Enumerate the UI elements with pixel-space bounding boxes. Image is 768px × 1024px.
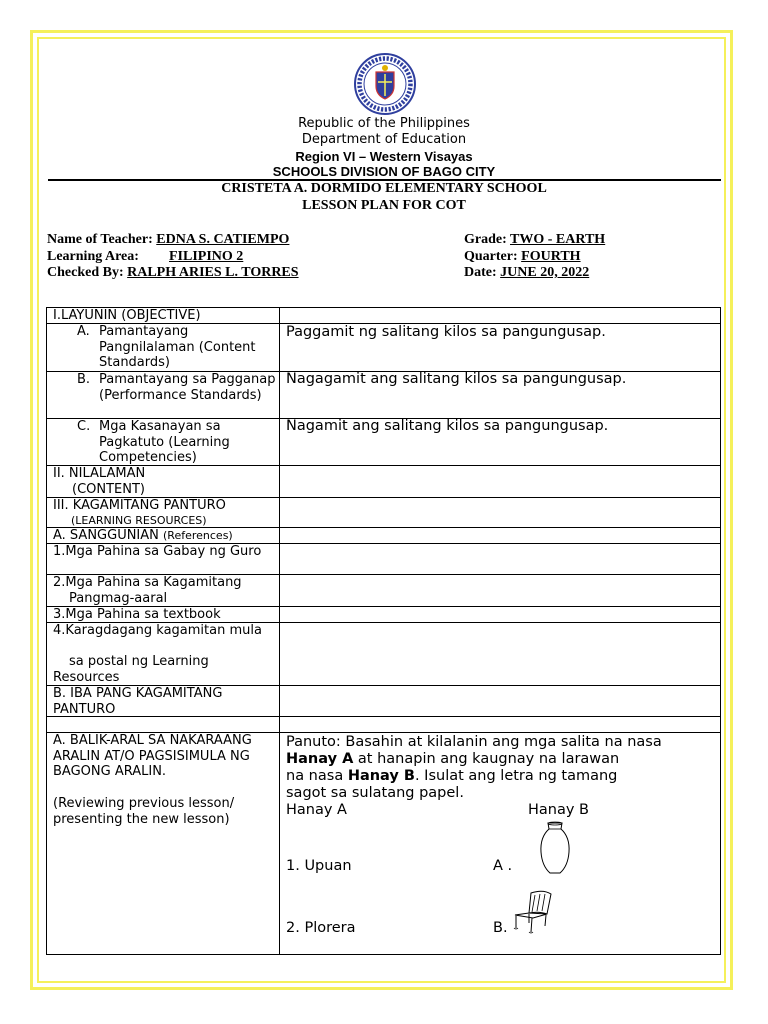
panuto-line-2-text: at hanapin ang kaugnay na larawan — [353, 751, 620, 767]
gabay-guro-row: 1.Mga Pahina sa Gabay ng Guro — [53, 544, 262, 559]
karagdagang-row: 4.Karagdagang kagamitan mula — [53, 623, 262, 638]
performance-standards-value: Nagagamit ang salitang kilos sa pangungusap. — [286, 371, 627, 387]
textbook-row: 3.Mga Pahina sa textbook — [53, 607, 221, 622]
karagdagang-row-cont: sa postal ng Learning Resources — [53, 654, 209, 685]
balik-aral-english: (Reviewing previous lesson/ presenting the new lesson) — [53, 796, 235, 827]
item-1: 1. Upuan — [286, 858, 352, 874]
hanay-b-bold: Hanay B — [347, 768, 415, 784]
grade-row — [464, 232, 605, 248]
document-title: LESSON PLAN FOR COT — [302, 198, 466, 213]
division-line: SCHOOLS DIVISION OF BAGO CITY — [272, 164, 496, 179]
panuto-line-1: Panuto: Basahin at kilalanin ang mga salita na nasa — [286, 734, 662, 750]
vase-icon — [537, 820, 573, 876]
item-2-letter: B. — [493, 920, 508, 936]
panuto-line-4: sagot sa sulatang papel. — [286, 785, 464, 801]
references-label: (References) — [163, 529, 233, 542]
kagamitang-row-cont: Pangmag-aaral — [69, 591, 168, 606]
content-standards-value: Paggamit ng salitang kilos sa pangungusap. — [286, 324, 606, 340]
hanay-a-header: Hanay A — [286, 802, 347, 818]
date-value: JUNE 20, 2022 — [500, 265, 590, 280]
quarter-value: FOURTH — [521, 249, 581, 264]
area-value: FILIPINO 2 — [169, 249, 244, 264]
kagamitang-row: 2.Mga Pahina sa Kagamitang — [53, 575, 242, 590]
item-2: 2. Plorera — [286, 920, 356, 936]
learning-resources-subheading: (LEARNING RESOURCES) — [71, 514, 207, 527]
lesson-plan-table — [46, 307, 721, 955]
content-subheading: (CONTENT) — [72, 482, 145, 497]
learning-competencies: Mga Kasanayan sa Pagkatuto (Learning Competencies) — [99, 419, 230, 465]
teacher-label: Name of Teacher: — [47, 232, 153, 247]
sanggunian-label: A. SANGGUNIAN — [53, 528, 164, 543]
date-label: Date: — [464, 265, 497, 280]
region-line: Region VI – Western Visayas — [295, 149, 473, 164]
teacher-row — [47, 232, 289, 248]
sanggunian-heading — [53, 528, 233, 544]
checked-value: RALPH ARIES L. TORRES — [127, 265, 299, 280]
quarter-row — [464, 249, 581, 265]
grade-label: Grade: — [464, 232, 507, 247]
deped-seal-icon — [349, 52, 421, 116]
school-name: CRISTETA A. DORMIDO ELEMENTARY SCHOOL — [221, 181, 547, 196]
hanay-b-header: Hanay B — [528, 802, 590, 818]
kagamitan-heading: III. KAGAMITANG PANTURO — [53, 498, 226, 513]
panuto-line-3 — [286, 768, 617, 785]
nilalaman-heading: II. NILALAMAN — [53, 466, 146, 481]
content-standards-label: A. — [77, 324, 90, 339]
area-row — [47, 249, 244, 265]
objective-heading: I.LAYUNIN (OBJECTIVE) — [53, 308, 201, 323]
hanay-a-bold: Hanay A — [286, 751, 354, 767]
learning-competencies-label: C. — [77, 419, 91, 434]
column-divider — [279, 308, 280, 954]
balik-aral-heading: A. BALIK-ARAL SA NAKARAANG ARALIN AT/O PAGSISIMULA NG BAGONG ARALIN. — [53, 733, 252, 779]
republic-line: Republic of the Philippines — [298, 116, 470, 131]
date-row — [464, 265, 589, 281]
iba-pang-row: B. IBA PANG KAGAMITANG PANTURO — [53, 686, 223, 717]
chair-icon — [511, 889, 555, 935]
panuto-line-3-a: na nasa — [286, 768, 348, 784]
performance-standards: Pamantayang sa Pagganap (Performance Standards) — [99, 372, 276, 403]
checked-row — [47, 265, 299, 281]
panuto-line-2 — [286, 751, 619, 768]
area-label: Learning Area: — [47, 249, 139, 264]
quarter-label: Quarter: — [464, 249, 518, 264]
performance-standards-label: B. — [77, 372, 91, 387]
item-1-letter: A . — [493, 858, 513, 874]
panuto-line-3-b: . Isulat ang letra ng tamang — [414, 768, 618, 784]
learning-competencies-value: Nagamit ang salitang kilos sa pangungusap. — [286, 418, 609, 434]
department-line: Department of Education — [301, 132, 467, 147]
teacher-value: EDNA S. CATIEMPO — [156, 232, 290, 247]
content-standards: Pamantayang Pangnilalaman (Content Standards) — [99, 324, 256, 370]
checked-label: Checked By: — [47, 265, 124, 280]
grade-value: TWO - EARTH — [510, 232, 606, 247]
